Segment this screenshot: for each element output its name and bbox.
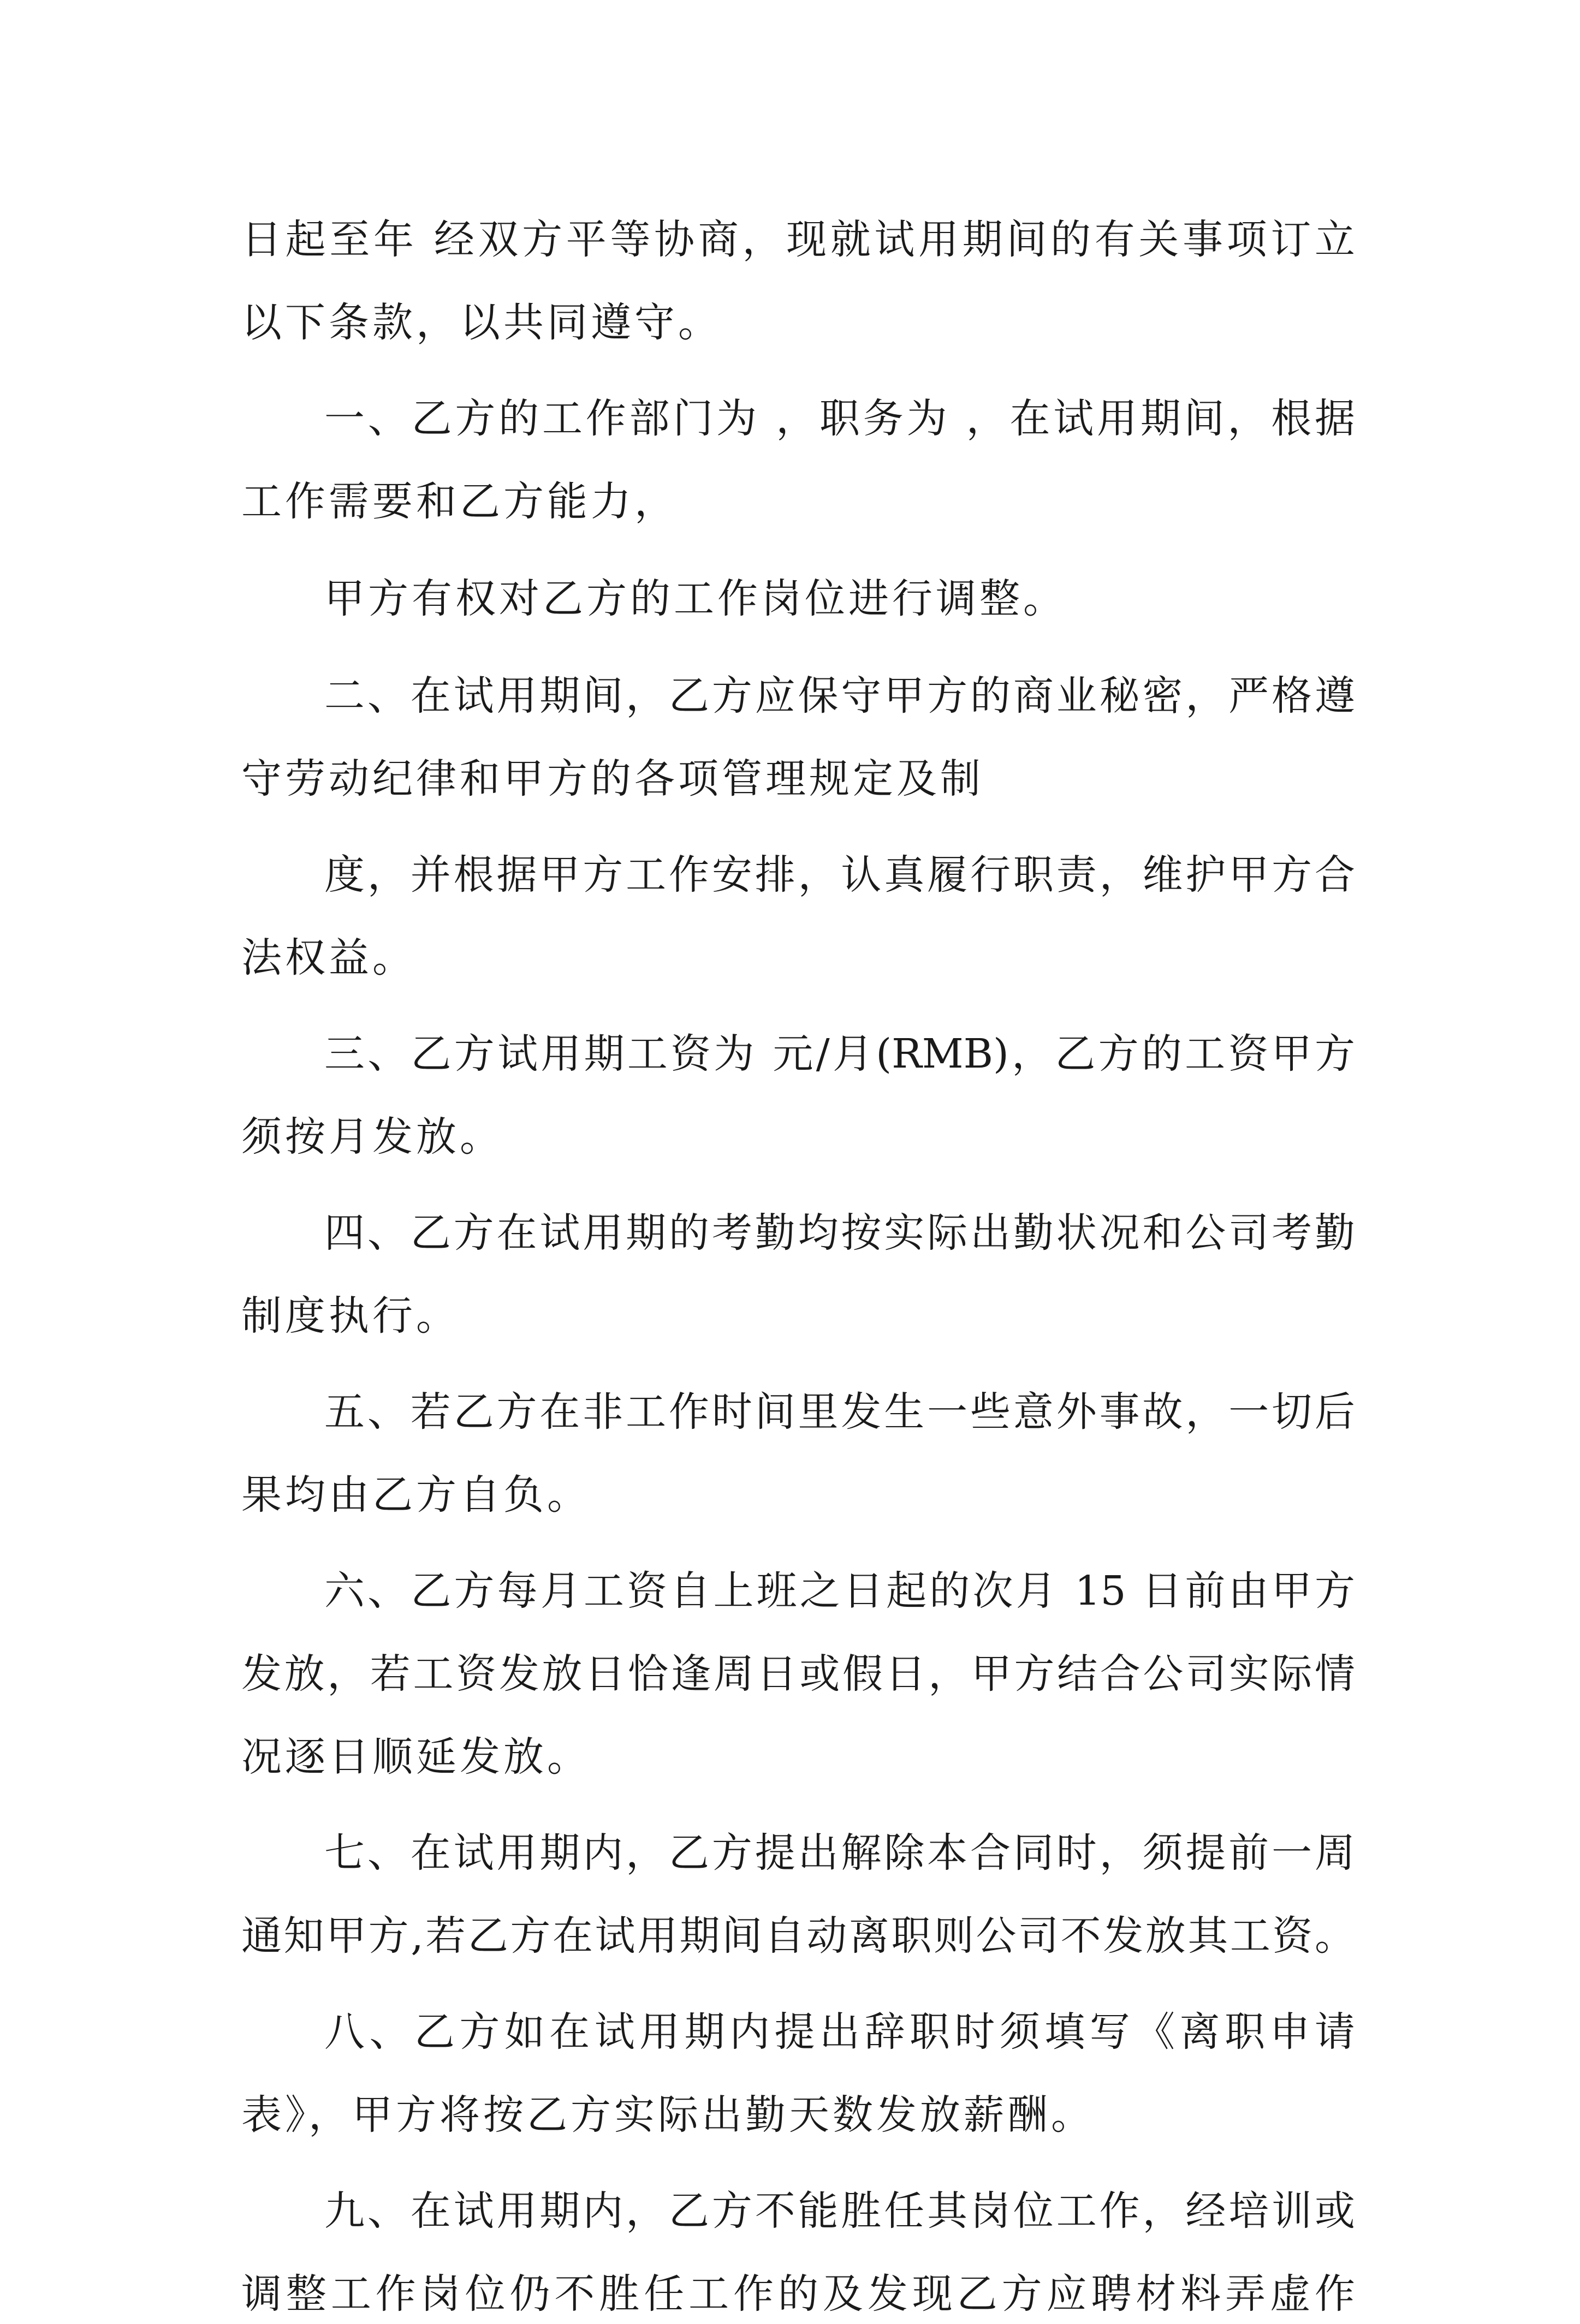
clause-5-line: 五、若乙方在非工作时间里发生一些意外事故，一切后 — [324, 1389, 1355, 1435]
clause-2-line: 二、在试用期间，乙方应保守甲方的商业秘密，严格遵 — [324, 672, 1355, 719]
text-line: 度，并根据甲方工作安排，认真履行职责，维护甲方合 — [324, 851, 1355, 898]
text-line: 法权益。 — [241, 934, 416, 981]
text-line: 通知甲方,若乙方在试用期间自动离职则公司不发放其工资。 — [241, 1912, 1355, 1959]
text-line: 表》，甲方将按乙方实际出勤天数发放薪酬。 — [241, 2091, 1095, 2138]
clause-8-line: 八、乙方如在试用期内提出辞职时须填写《离职申请 — [324, 2009, 1355, 2055]
clause-6-line: 六、乙方每月工资自上班之日起的次月 15 日前由甲方 — [324, 1568, 1355, 1614]
clause-7-line: 七、在试用期内，乙方提出解除本合同时，须提前一周 — [324, 1830, 1355, 1876]
clause-4-line: 四、乙方在试用期的考勤均按实际出勤状况和公司考勤 — [324, 1209, 1355, 1256]
clause-1-line: 一、乙方的工作部门为 ，职务为 ，在试用期间，根据 — [324, 395, 1355, 442]
text-line: 调整工作岗位仍不胜任工作的及发现乙方应聘材料弄虚作 — [241, 2271, 1355, 2317]
text-line: 况逐日顺延发放。 — [241, 1733, 591, 1780]
text-line: 守劳动纪律和甲方的各项管理规定及制 — [241, 755, 984, 802]
text-line: 甲方有权对乙方的工作岗位进行调整。 — [324, 575, 1067, 622]
text-line: 果均由乙方自负。 — [241, 1471, 591, 1518]
text-line: 须按月发放。 — [241, 1113, 503, 1160]
text-line: 发放，若工资发放日恰逢周日或假日，甲方结合公司实际情 — [241, 1650, 1355, 1697]
text-line: 以下条款，以共同遵守。 — [241, 299, 722, 346]
text-line: 工作需要和乙方能力， — [241, 478, 678, 525]
clause-9-line: 九、在试用期内，乙方不能胜任其岗位工作，经培训或 — [324, 2188, 1355, 2234]
text-line: 制度执行。 — [241, 1292, 460, 1339]
text-line: 日起至年 经双方平等协商，现就试用期间的有关事项订立 — [241, 216, 1355, 263]
clause-3-line: 三、乙方试用期工资为 元/月(RMB)，乙方的工资甲方 — [324, 1030, 1355, 1077]
